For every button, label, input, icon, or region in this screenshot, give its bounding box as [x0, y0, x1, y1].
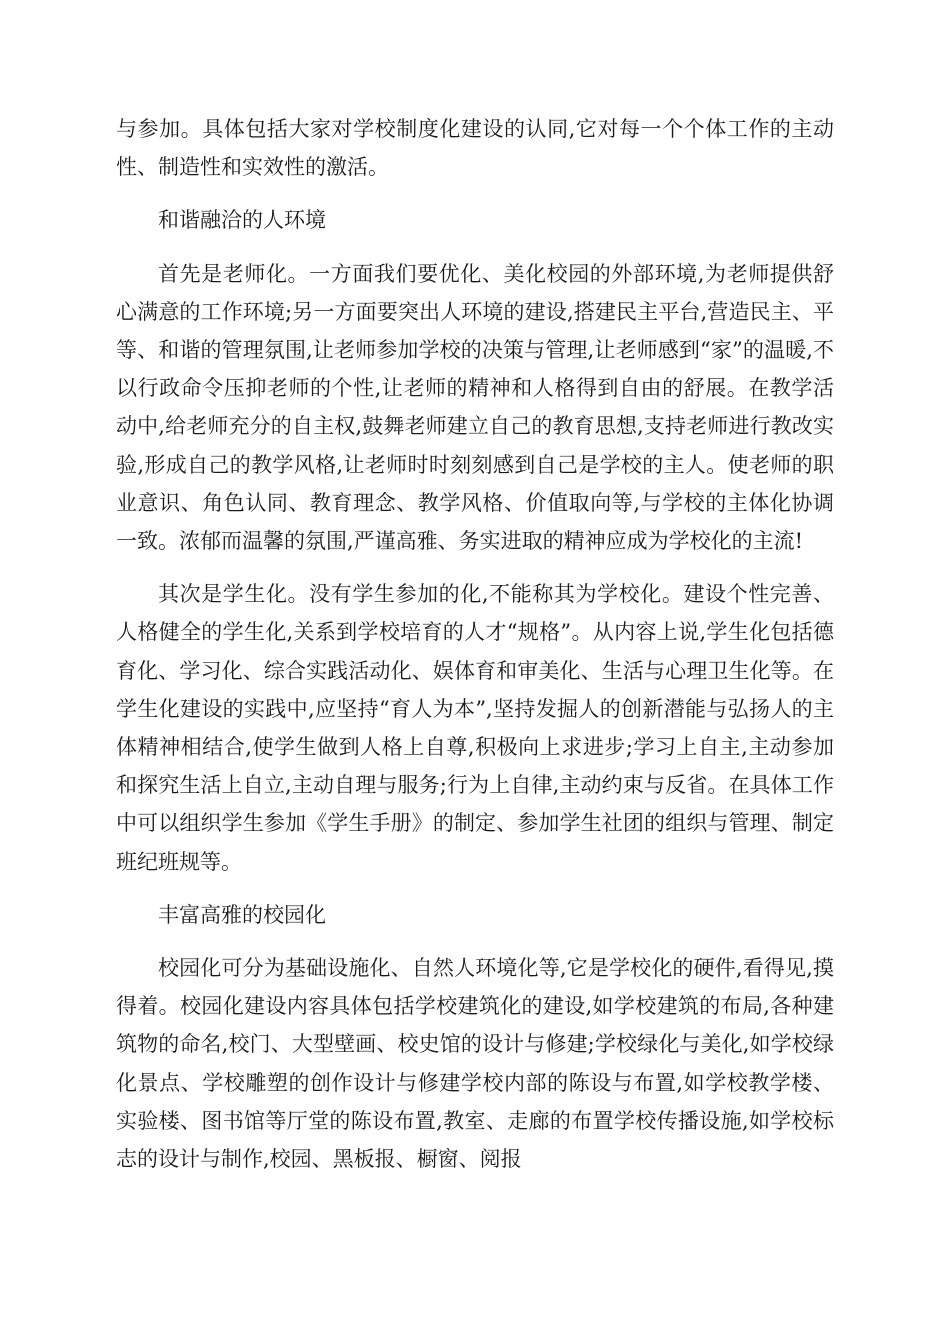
paragraph-continuation: 与参加。具体包括大家对学校制度化建设的认同,它对每一个个体工作的主动性、制造性和实效性的激活。: [116, 117, 834, 180]
section-heading-campus-culture: 丰富高雅的校园化: [158, 902, 326, 927]
paragraph-teacher-culture: 首先是老师化。一方面我们要优化、美化校园的外部环境,为老师提供舒心满意的工作环境;另一方面要突出人环境的建设,搭建民主平台,营造民主、平等、和谐的管理氛围,让老师参加学校的决策与管理,让老师感到“家”的温暖,不以行政命令压抑老师的个性,让老师的精神和人格得到自由的舒展。在教学活动中,给老师充分的自主权,鼓舞老师建立自己的教育思想,支持老师进行教改实验,形成自己的教学风格,让老师时时刻刻感到自己是学校的主人。使老师的职业意识、角色认同、教育理念、教学风格、价值取向等,与学校的主体化协调一致。浓郁而温馨的氛围,严谨高雅、务实进取的精神应成为学校化的主流!: [116, 261, 834, 554]
document-body: [116, 110, 834, 1193]
paragraph-campus-culture: 校园化可分为基础设施化、自然人环境化等,它是学校化的硬件,看得见,摸得着。校园化建设内容具体包括学校建筑化的建设,如学校建筑的布局,各种建筑物的命名,校门、大型壁画、校史馆的设计与修建;学校绿化与美化,如学校绿化景点、学校雕塑的创作设计与修建学校内部的陈设与布置,如学校教学楼、实验楼、图书馆等厅堂的陈设布置,教室、走廊的布置学校传播设施,如学校标志的设计与制作,校园、黑板报、橱窗、阅报: [116, 956, 834, 1172]
section-heading-harmony-environment: 和谐融洽的人环境: [158, 208, 326, 233]
paragraph-student-culture: 其次是学生化。没有学生参加的化,不能称其为学校化。建设个性完善、人格健全的学生化,关系到学校培育的人才“规格”。从内容上说,学生化包括德育化、学习化、综合实践活动化、娱体育和审美化、生活与心理卫生化等。在学生化建设的实践中,应坚持“育人为本”,坚持发掘人的创新潜能与弘扬人的主体精神相结合,使学生做到人格上自尊,积极向上求进步;学习上自主,主动参加和探究生活上自立,主动自理与服务;行为上自律,主动约束与反省。在具体工作中可以组织学生参加《学生手册》的制定、参加学生社团的组织与管理、制定班纪班规等。: [116, 582, 834, 874]
